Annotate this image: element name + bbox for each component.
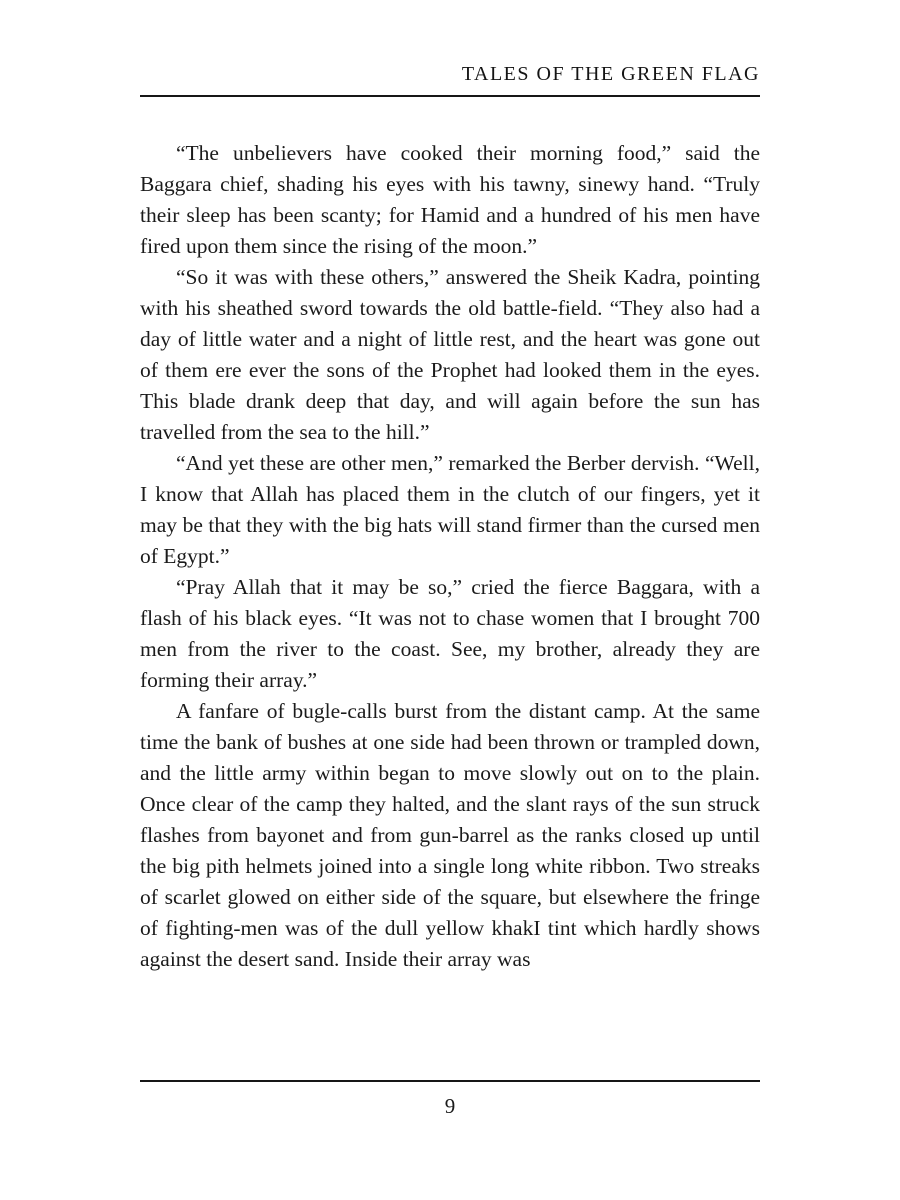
- page-number: 9: [444, 1094, 456, 1118]
- paragraph: “The unbelievers have cooked their morning food,” said the Baggara chief, shading his eyes with his tawny, sinewy hand. “Truly their sleep has been scanty; for Hamid and a hundred of his men have fired upon them since the rising of the moon.”: [140, 141, 760, 258]
- footer-rule: [140, 1080, 760, 1082]
- running-header-title: TALES OF THE GREEN FLAG: [461, 63, 760, 85]
- page-header: [140, 60, 760, 97]
- page-body: [140, 138, 760, 975]
- paragraph: “And yet these are other men,” remarked the Berber dervish. “Well, I know that Allah has placed them in the clutch of our fingers, yet it may be that they with the big hats will stand firmer than the cursed men of Egypt.”: [140, 451, 760, 568]
- header-rule: [140, 95, 760, 97]
- paragraph: “Pray Allah that it may be so,” cried the fierce Baggara, with a flash of his black eyes. “It was not to chase women that I brought 700 men from the river to the coast. See, my brother, already they are forming their array.”: [140, 575, 760, 692]
- paragraph: A fanfare of bugle-calls burst from the distant camp. At the same time the bank of bushes at one side had been thrown or trampled down, and the little army within began to move slowly out on to the plain. Once clear of the camp they halted, and the slant rays of the sun struck flashes from bayonet and from gun-barrel as the ranks closed up until the big pith helmets joined into a single long white ribbon. Two streaks of scarlet glowed on either side of the square, but elsewhere the fringe of fighting-men was of the dull yellow khakI tint which hardly shows against the desert sand. Inside their array was: [140, 699, 760, 971]
- page-footer: [140, 1080, 760, 1119]
- paragraph: “So it was with these others,” answered the Sheik Kadra, pointing with his sheathed sword towards the old battle-field. “They also had a day of little water and a night of little rest, and the heart was gone out of them ere ever the sons of the Prophet had looked them in the eyes. This blade drank deep that day, and will again before the sun has travelled from the sea to the hill.”: [140, 265, 760, 444]
